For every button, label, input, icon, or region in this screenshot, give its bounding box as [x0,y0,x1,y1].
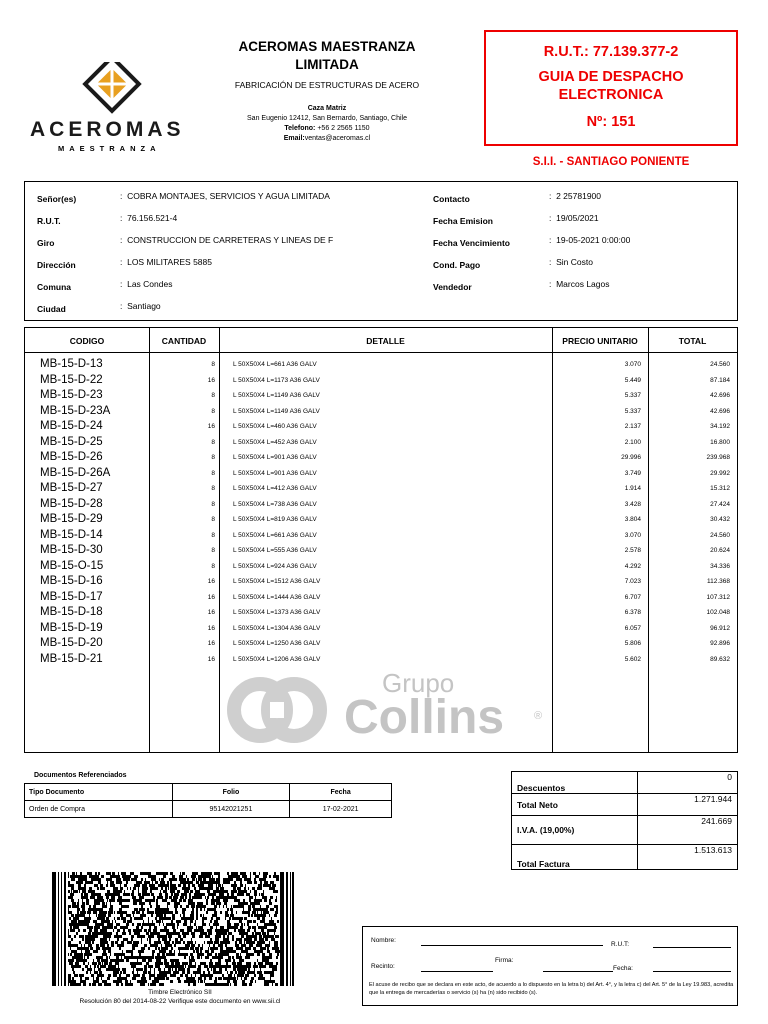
item-code: MB-15-D-23 [40,389,103,401]
item-detail: L 50X50X4 L=1512 A36 GALV [233,578,321,585]
item-total: 34.192 [710,423,730,430]
item-total: 20.624 [710,547,730,554]
item-qty: 8 [211,454,215,461]
item-total: 16.800 [710,438,730,446]
client-value-text: 19/05/2021 [556,213,599,223]
client-value: : CONSTRUCCION DE CARRETERAS Y LINEAS DE F [120,235,334,245]
client-value: : 2 25781900 [549,191,602,201]
item-total: 107.312 [706,593,730,601]
item-total: 27.424 [710,500,730,508]
client-value-text: 76.156.521-4 [127,213,178,223]
watermark-line1: Grupo [382,668,455,698]
item-total: 29.992 [710,469,730,477]
client-label: Fecha Emision [433,216,493,226]
totals-row-vat: I.V.A. (19,00%) 241.669 [512,816,738,845]
client-value-text: Santiago [127,301,161,311]
client-value: : 76.156.521-4 [120,213,178,223]
item-unit-price: 1.914 [624,485,641,492]
company-info [222,38,432,144]
item-total: 24.560 [710,531,730,539]
totals-table [511,771,738,870]
client-label: Giro [37,238,55,248]
document-id-box [484,30,738,146]
item-detail: L 50X50X4 L=1149 A36 GALV [233,407,320,415]
client-value-text: 19-05-2021 0:00:00 [556,235,631,245]
header-total: TOTAL [678,336,707,346]
item-unit-price: 29.996 [621,454,641,461]
receipt-rut-label: R.U.T: [611,941,630,948]
header-qty: CANTIDAD [161,336,207,346]
table-row [25,467,737,483]
item-qty: 16 [207,376,215,384]
date-line[interactable] [653,971,731,972]
table-row [25,801,392,818]
item-detail: L 50X50X4 L=1250 A36 GALV [233,640,321,647]
document-type-line1: GUIA DE DESPACHO [538,69,684,85]
client-label: Contacto [433,194,470,204]
item-total: 42.696 [710,407,730,415]
item-code: MB-15-D-27 [40,482,103,494]
grupo-collins-watermark [222,668,546,748]
item-total: 34.336 [710,562,730,570]
item-detail: L 50X50X4 L=1444 A36 GALV [233,593,321,601]
item-code: MB-15-O-15 [40,559,104,572]
item-detail: L 50X50X4 L=819 A36 GALV [233,516,317,523]
item-code: MB-15-D-24 [40,420,103,432]
client-label: Vendedor [433,282,472,292]
item-detail: L 50X50X4 L=452 A36 GALV [233,438,317,446]
email-label: Email: [283,135,305,142]
item-total: 92.896 [710,640,730,647]
company-name-line1: ACEROMAS MAESTRANZA [238,39,416,54]
item-qty: 16 [207,640,215,647]
client-label: Dirección [37,260,76,270]
company-description: FABRICACIÓN DE ESTRUCTURAS DE ACERO [234,80,420,90]
receipt-legal-text: El acuse de recibo que se declara en este acto, de acuerdo a lo dispuesto en la letra b) del Art. 4°, y la letra c) del Art. 5° de la Ley 19.983, acredita que la entrega de mercaderías o servicio (s) ha (n) sido recibido (s). [369,982,734,996]
issuer-rut: R.U.T.: 77.139.377-2 [543,44,679,60]
electronic-stamp-text [30,988,330,1006]
ref-header-date: Fecha [290,784,392,801]
item-code: MB-15-D-25 [40,435,103,448]
item-detail: L 50X50X4 L=1173 A36 GALV [233,376,320,384]
item-detail: L 50X50X4 L=460 A36 GALV [233,423,317,430]
item-code: MB-15-D-28 [40,497,103,510]
item-unit-price: 6.057 [624,624,641,632]
document-type-line2: ELECTRONICA [558,87,664,103]
item-detail: L 50X50X4 L=661 A36 GALV [233,531,317,539]
item-qty: 16 [207,593,215,601]
sii-office: S.I.I. - SANTIAGO PONIENTE [532,156,690,168]
client-value-text: Marcos Lagos [556,279,610,289]
item-code: MB-15-D-26 [40,451,103,463]
signature-line[interactable] [543,971,613,972]
item-qty: 16 [207,423,215,430]
client-value-text: LOS MILITARES 5885 [127,257,212,267]
item-detail: L 50X50X4 L=924 A36 GALV [233,562,317,570]
collins-logo-icon [222,672,332,748]
name-line[interactable] [421,945,603,946]
ref-folio: 95142021251 [172,801,290,818]
stamp-line2: Resolución 80 del 2014-08-22 Verifique este documento en www.sii.cl [79,998,281,1005]
client-value: : 19-05-2021 0:00:00 [549,235,631,245]
item-qty: 16 [207,578,215,585]
receipt-acknowledgement-box [362,926,738,1006]
item-unit-price: 5.337 [624,407,641,415]
item-total: 24.560 [710,361,730,368]
item-total: 112.368 [706,578,730,585]
item-unit-price: 2.578 [624,547,641,554]
item-qty: 8 [211,361,215,368]
totals-row-discount: Descuentos 0 [512,772,738,794]
item-code: MB-15-D-29 [40,513,103,525]
item-unit-price: 6.378 [624,609,641,616]
client-label: Señor(es) [37,194,77,204]
item-unit-price: 3.428 [624,500,641,508]
client-value-text: Las Condes [127,279,173,289]
client-label: Cond. Pago [433,260,481,270]
item-total: 102.048 [706,609,730,616]
table-row [25,498,737,514]
stamp-line1: Timbre Electrónico SII [148,989,212,996]
receipt-name-label: Nombre: [371,937,396,944]
client-value: : Santiago [120,301,161,311]
item-unit-price: 3.070 [624,531,641,539]
table-row [25,560,737,576]
table-row [25,358,737,374]
table-row [25,420,737,436]
rut-line[interactable] [653,947,731,948]
item-total: 15.312 [710,485,730,492]
references-title: Documentos Referenciados [34,772,127,779]
item-unit-price: 5.806 [624,640,641,647]
item-unit-price: 5.337 [624,392,641,399]
client-value: : Sin Costo [549,257,593,267]
table-row [25,513,737,529]
ref-header-type: Tipo Documento [25,784,173,801]
client-value-text: COBRA MONTAJES, SERVICIOS Y AGUA LIMITADA [127,191,330,201]
client-info-box [24,181,738,321]
ref-date: 17-02-2021 [290,801,392,818]
item-detail: L 50X50X4 L=661 A36 GALV [233,361,317,368]
client-label: Ciudad [37,304,66,314]
receipt-signature-label: Firma: [495,957,514,964]
table-row [25,405,737,421]
item-code: MB-15-D-26A [40,466,111,479]
table-row [25,606,737,622]
item-unit-price: 3.804 [624,516,641,523]
watermark-line2: Collins [344,691,505,744]
item-code: MB-15-D-14 [40,528,103,541]
item-detail: L 50X50X4 L=1206 A36 GALV [233,655,321,663]
item-unit-price: 3.749 [624,469,641,477]
item-unit-price: 2.137 [624,423,641,430]
item-detail: L 50X50X4 L=555 A36 GALV [233,547,317,554]
item-code: MB-15-D-18 [40,606,103,618]
header-unit-price: PRECIO UNITARIO [562,336,638,346]
office-title: Caza Matriz [307,105,347,112]
phone-label: Telefono: [284,125,316,132]
item-detail: L 50X50X4 L=1149 A36 GALV [233,392,320,399]
table-row [25,389,737,405]
references-table [24,783,392,818]
item-code: MB-15-D-20 [40,637,103,649]
item-qty: 8 [211,531,215,539]
item-detail: L 50X50X4 L=901 A36 GALV [233,454,317,461]
item-code: MB-15-D-19 [40,621,103,634]
item-detail: L 50X50X4 L=412 A36 GALV [233,485,317,492]
header-detail: DETALLE [366,336,405,346]
venue-line[interactable] [421,971,493,972]
item-total: 96.912 [710,624,730,632]
receipt-date-label: Fecha: [613,965,633,972]
table-row [25,653,737,669]
item-code: MB-15-D-13 [40,358,103,370]
table-row [25,591,737,607]
company-address: San Eugenio 12412, San Bernardo, Santiago, Chile [247,115,407,122]
table-row [25,482,737,498]
item-qty: 8 [211,516,215,523]
item-total: 42.696 [710,392,730,399]
logo-subtitle: MAESTRANZA [58,144,161,153]
item-code: MB-15-D-23A [40,404,111,417]
item-unit-price: 3.070 [624,361,641,368]
item-qty: 8 [211,562,215,570]
table-row [25,637,737,653]
item-qty: 16 [207,655,215,663]
item-unit-price: 7.023 [624,578,641,585]
item-code: MB-15-D-22 [40,373,103,386]
client-value: : LOS MILITARES 5885 [120,257,212,267]
item-unit-price: 5.449 [624,376,641,384]
item-code: MB-15-D-16 [40,575,103,587]
watermark-registered: ® [534,710,543,722]
ref-header-folio: Folio [172,784,290,801]
table-row [25,544,737,560]
table-row [25,575,737,591]
company-name-line2: LIMITADA [295,57,359,72]
client-value-text: 2 25781900 [556,191,602,201]
client-value-text: CONSTRUCCION DE CARRETERAS Y LINEAS DE F [127,235,334,245]
item-unit-price: 2.100 [624,438,641,446]
item-unit-price: 6.707 [624,593,641,601]
table-row [25,529,737,545]
item-detail: L 50X50X4 L=738 A36 GALV [233,500,317,508]
table-row [25,622,737,638]
company-phone: +56 2 2565 1150 [317,125,370,132]
client-value: : 19/05/2021 [549,213,599,223]
item-total: 239.968 [706,454,730,461]
client-label: Comuna [37,282,71,292]
company-logo [30,62,210,162]
pdf417-barcode-icon [52,872,294,986]
company-email: ventas@aceromas.cl [304,135,371,142]
item-detail: L 50X50X4 L=901 A36 GALV [233,469,317,477]
client-value: : Las Condes [120,279,173,289]
table-row [25,436,737,452]
item-qty: 8 [211,407,215,415]
item-qty: 8 [211,485,215,492]
item-total: 87.184 [710,376,730,384]
item-code: MB-15-D-21 [40,652,103,665]
item-qty: 8 [211,469,215,477]
item-unit-price: 4.292 [624,562,641,570]
item-qty: 8 [211,392,215,399]
item-qty: 8 [211,438,215,446]
item-total: 30.432 [710,516,730,523]
logo-text: ACEROMAS [30,118,185,141]
item-qty: 16 [207,609,215,616]
receipt-venue-label: Recinto: [371,963,395,970]
item-total: 89.632 [710,655,730,663]
client-value: : Marcos Lagos [549,279,610,289]
table-row [25,374,737,390]
client-label: R.U.T. [37,216,61,226]
item-code: MB-15-D-30 [40,544,103,556]
ref-type: Orden de Compra [25,801,173,818]
item-unit-price: 5.602 [624,655,641,663]
totals-row-net: Total Neto 1.271.944 [512,794,738,816]
item-qty: 8 [211,500,215,508]
document-number: Nº: 151 [586,114,636,130]
item-detail: L 50X50X4 L=1373 A36 GALV [233,609,321,616]
client-value: : COBRA MONTAJES, SERVICIOS Y AGUA LIMITADA [120,191,330,201]
totals-row-grand: Total Factura 1.513.613 [512,845,738,870]
item-qty: 8 [211,547,215,554]
item-qty: 16 [207,624,215,632]
table-row [25,451,737,467]
item-code: MB-15-D-17 [40,590,103,603]
item-detail: L 50X50X4 L=1304 A36 GALV [233,624,321,632]
client-label: Fecha Vencimiento [433,238,510,248]
header-code: CODIGO [69,336,105,346]
client-value-text: Sin Costo [556,257,593,267]
